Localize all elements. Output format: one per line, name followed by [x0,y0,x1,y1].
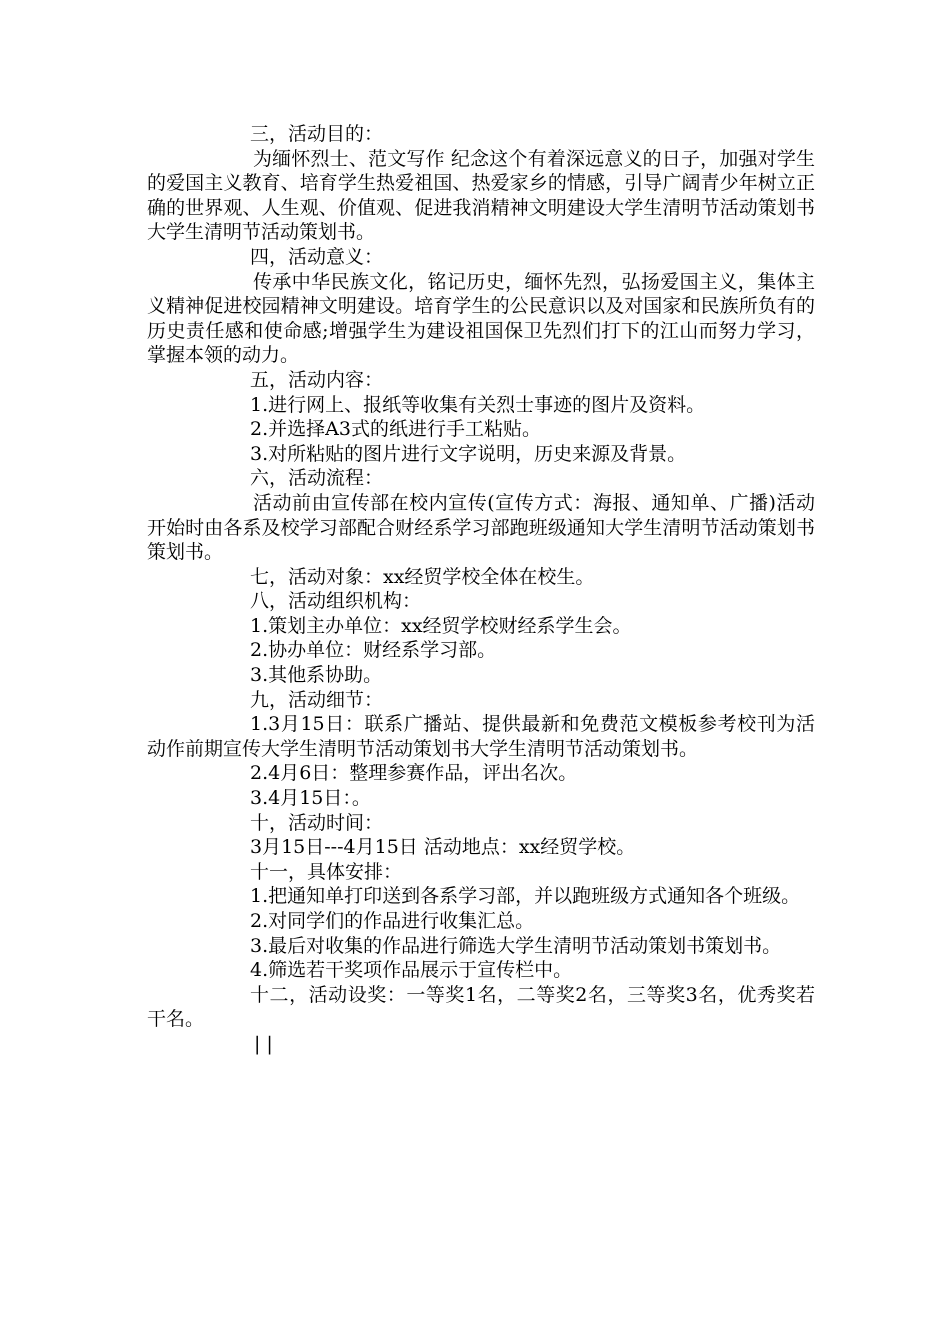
paragraph-significance: 传承中华民族文化，铭记历史，缅怀先烈，弘扬爱国主义，集体主义精神促进校园精神文明建设。培育学生的公民意识以及对国家和民族所负有的历史责任感和使命感;增强学生为建设祖国保卫先烈们打下的江山而努力学习，掌握本领的动力。 [147,270,815,367]
list-item-content-2: 2.并选择A3式的纸进行手工粘贴。 [250,418,541,441]
section-heading-time: 十，活动时间： [250,811,384,834]
list-item-arrangement-1: 1.把通知单打印送到各系学习部，并以跑班级方式通知各个班级。 [250,885,801,908]
paragraph-purpose: 为缅怀烈士、范文写作 纪念这个有着深远意义的日子，加强对学生的爱国主义教育、培育学生热爱祖国、热爱家乡的情感，引导广阔青少年树立正确的世界观、人生观、价值观、促进我消精神文明建设大学生清明节活动策划书大学生清明节活动策划书。 [147,147,815,244]
section-heading-significance: 四，活动意义： [250,245,384,268]
list-item-organization-1: 1.策划主办单位：xx经贸学校财经系学生会。 [250,614,632,637]
list-item-details-2: 2.4月6日：整理参赛作品，评出名次。 [250,762,578,785]
section-heading-process: 六，活动流程： [250,467,384,490]
list-item-content-1: 1.进行网上、报纸等收集有关烈士事迹的图片及资料。 [250,393,706,416]
list-item-organization-3: 3.其他系协助。 [250,664,383,687]
list-item-arrangement-3: 3.最后对收集的作品进行筛选大学生清明节活动策划书策划书。 [250,934,782,957]
list-item-details-3: 3.4月15日：。 [250,787,371,810]
section-heading-arrangement: 十一，具体安排： [250,860,403,883]
section-heading-content: 五，活动内容： [250,368,384,391]
paragraph-process: 活动前由宣传部在校内宣传(宣传方式：海报、通知单、广播)活动开始时由各系及校学习部配合财经系学习部跑班级通知大学生清明节活动策划书策划书。 [147,491,815,564]
paragraph-time-location: 3月15日---4月15日 活动地点：xx经贸学校。 [250,836,636,859]
section-heading-purpose: 三，活动目的： [250,123,384,145]
section-heading-audience: 七，活动对象：xx经贸学校全体在校生。 [250,565,595,588]
list-item-organization-2: 2.协办单位：财经系学习部。 [250,639,497,662]
trailing-marks: || [254,1032,279,1055]
list-item-arrangement-2: 2.对同学们的作品进行收集汇总。 [250,910,535,932]
section-heading-awards: 十二，活动设奖：一等奖1名，二等奖2名，三等奖3名，优秀奖若干名。 [147,983,815,1031]
document-body [147,122,815,1057]
list-item-arrangement-4: 4.筛选若干奖项作品展示于宣传栏中。 [250,959,573,982]
list-item-content-3: 3.对所粘贴的图片进行文字说明，历史来源及背景。 [250,442,687,465]
section-heading-details: 九，活动细节： [250,688,384,711]
list-item-details-1: 1.3月15日：联系广播站、提供最新和免费范文模板参考校刊为活动作前期宣传大学生清明节活动策划书大学生清明节活动策划书。 [147,713,815,760]
section-heading-organization: 八，活动组织机构： [250,590,422,613]
